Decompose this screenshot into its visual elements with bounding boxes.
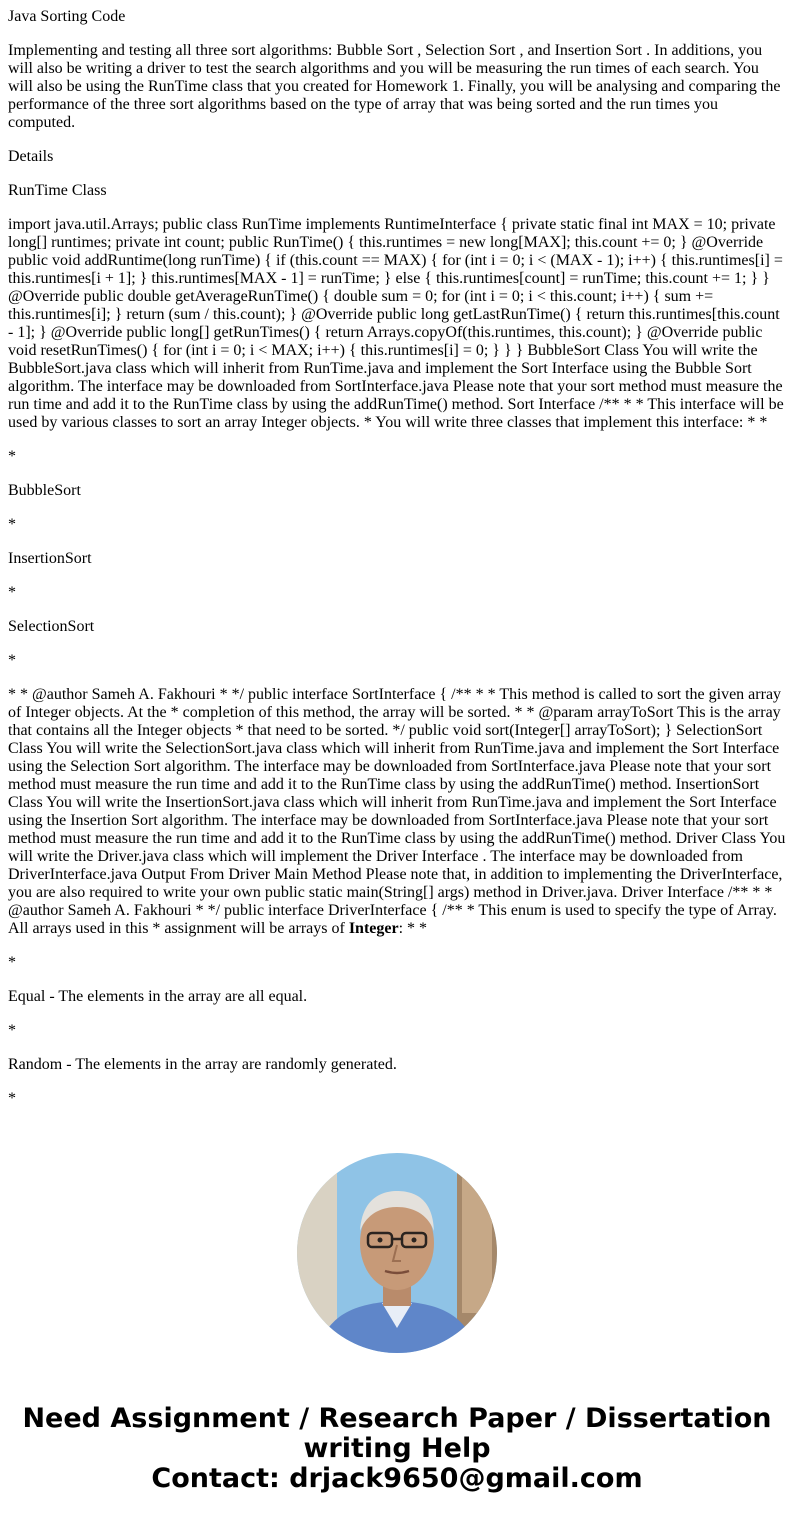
details-heading: Details: [8, 148, 54, 165]
banner-contact-email: Contact: drjack9650@gmail.com: [151, 1463, 643, 1494]
runtime-class-heading: RunTime Class: [8, 182, 107, 199]
interfaces-code-tail: : * *: [398, 920, 428, 937]
list-star: *: [8, 1022, 16, 1039]
list-star: *: [8, 954, 16, 971]
list-star: *: [8, 448, 16, 465]
list-item-selectionsort: SelectionSort: [8, 618, 95, 635]
list-item-insertionsort: InsertionSort: [8, 550, 92, 567]
list-star: *: [8, 584, 16, 601]
list-item-equal: Equal - The elements in the array are all equal.: [8, 988, 308, 1005]
interfaces-code-text: * * @author Sameh A. Fakhouri * */ public interface SortInterface { /** * * This method is called to sort the given array of Integer objects. At the * completion of this method, the array will be sorted. * * @param arrayToSort This is the array that contains all the Integer objects * that need to be sorted. */ public void sort(Integer[] arrayToSort); } SelectionSort Class You will write the SelectionSort.java class which will inherit from RunTime.java and implement the Sort Interface using the Selection Sort algorithm. The interface may be downloaded from SortInterface.java Please note that your sort method must measure the run time and add it to the RunTime class by using the addRunTime() method. InsertionSort Class You will write the InsertionSort.java class which will inherit from RunTime.java and implement the Sort Interface using the Insertion Sort algorithm. The interface may be downloaded from SortInterface.java Please note that your sort method must measure the run time and add it to the RunTime class by using the addRunTime() method. Driver Class You will write the Driver.java class which will implement the Driver Interface . The interface may be downloaded from DriverInterface.java Output From Driver Main Method Please note that, in addition to implementing the DriverInterface, you are also required to write your own public static main(String[] args) method in Driver.java. Driver Interface /** * * @author Sameh A. Fakhouri * */ public interface DriverInterface { /** * This enum is used to specify the type of Array. All arrays used in this * assignment will be arrays of: [8, 686, 786, 937]
intro-paragraph: Implementing and testing all three sort algorithms: Bubble Sort , Selection Sort , and Insertion Sort . In additions, you will also be writing a driver to test the search algorithms and you will be measuring the run times of each search. You will also be using the RunTime class that you created for Homework 1. Finally, you will be analysing and comparing the performance of the three sort algorithms based on the type of array that was being sorted and the run times you computed.: [8, 42, 781, 131]
page-title: Java Sorting Code: [8, 8, 126, 25]
banner-line-1: Need Assignment / Research Paper / Dissertation: [22, 1403, 772, 1434]
avatar-portrait-image: [297, 1153, 497, 1353]
banner-line-2: writing Help: [303, 1433, 491, 1464]
avatar: [297, 1153, 497, 1353]
list-star: *: [8, 652, 16, 669]
interfaces-code-paragraph: [8, 686, 786, 938]
contact-banner: [0, 1404, 794, 1494]
list-item-bubblesort: BubbleSort: [8, 482, 81, 499]
article-body: [8, 0, 786, 1124]
integer-bold-text: Integer: [348, 920, 399, 937]
list-star: *: [8, 1090, 16, 1107]
list-item-random: Random - The elements in the array are randomly generated.: [8, 1056, 397, 1073]
runtime-code-paragraph: import java.util.Arrays; public class RunTime implements RuntimeInterface { private static final int MAX = 10; private long[] runtimes; private int count; public RunTime() { this.runtimes = new long[MAX]; this.count += 0; } @Override public void addRuntime(long runTime) { if (this.count == MAX) { for (int i = 0; i < (MAX - 1); i++) { this.runtimes[i] = this.runtimes[i + 1]; } this.runtimes[MAX - 1] = runTime; } else { this.runtimes[count] = runTime; this.count += 1; } } @Override public double getAverageRunTime() { double sum = 0; for (int i = 0; i < this.count; i++) { sum += this.runtimes[i]; } return (sum / this.count); } @Override public long getLastRunTime() { return this.runtimes[this.count - 1]; } @Override public long[] getRunTimes() { return Arrays.copyOf(this.runtimes, this.count); } @Override public void resetRunTimes() { for (int i = 0; i < MAX; i++) { this.runtimes[i] = 0; } } } BubbleSort Class You will write the BubbleSort.java class which will inherit from RunTime.java and implement the Sort Interface using the Bubble Sort algorithm. The interface may be downloaded from SortInterface.java Please note that your sort method must measure the run time and add it to the RunTime class by using the addRunTime() method. Sort Interface /** * * This interface will be used by various classes to sort an array Integer objects. * You will write three classes that implement this interface: * *: [8, 216, 784, 431]
list-star: *: [8, 516, 16, 533]
